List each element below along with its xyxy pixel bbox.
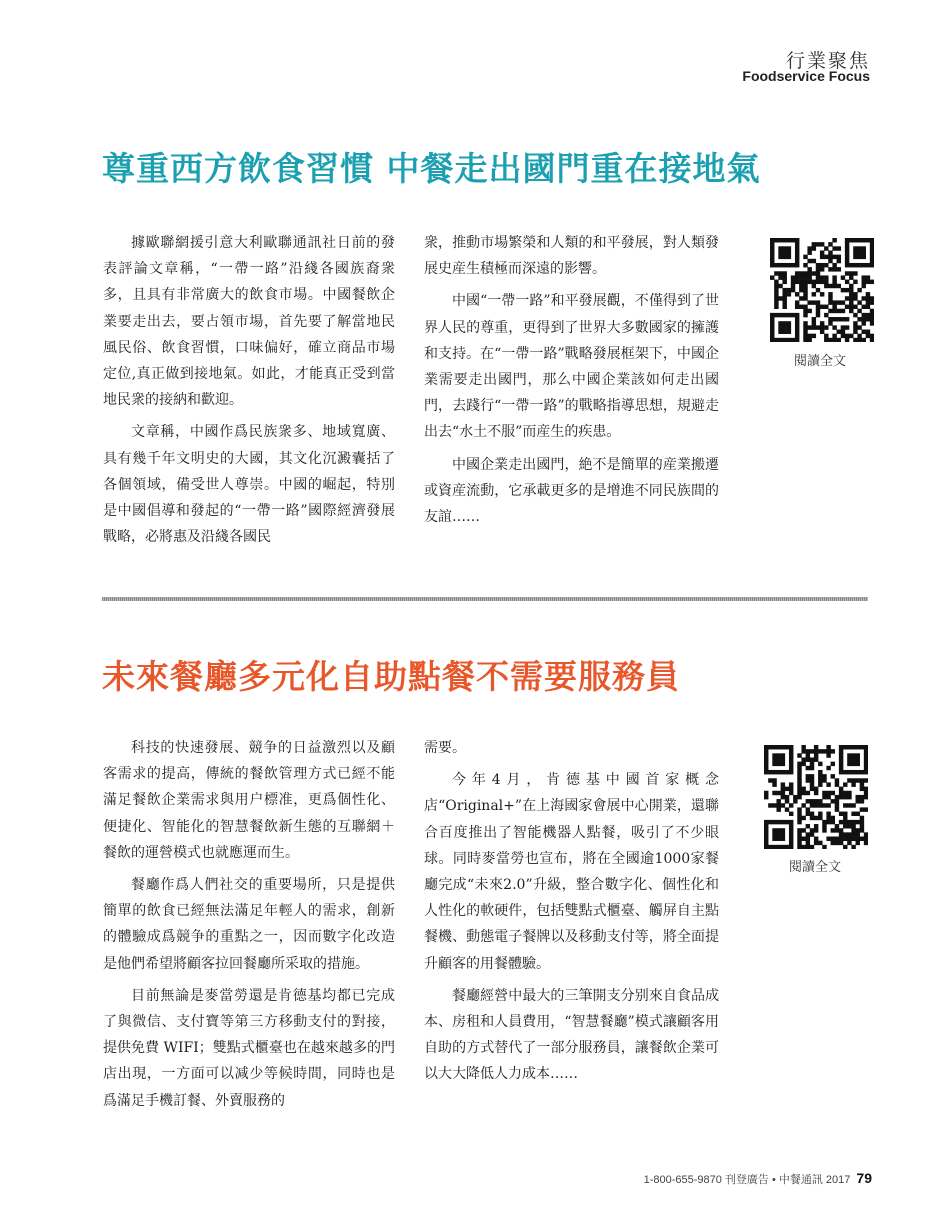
paragraph: 科技的快速發展、競争的日益激烈以及顧客需求的提高，傳統的餐飲管理方式已經不能滿足餐飲企業需求與用户標准，更爲個性化、便捷化、智能化的智慧餐飲新生態的互聯網＋餐飲的運營模式也就應運而生。 <box>103 740 395 861</box>
article-2-title: 未來餐廳多元化自助點餐不需要服務員 <box>102 657 680 696</box>
section-divider <box>102 597 868 601</box>
paragraph: 需要。 <box>424 740 466 756</box>
paragraph: 中國“一帶一路”和平發展觀，不僅得到了世界人民的尊重，更得到了世界大多數國家的擁護和支持。在“一帶一路”戰略發展框架下，中國企業需要走出國門，那么中國企業該如何走出國門，去踐行“一帶一路”的戰略指導思想，規避走出去“水土不服”而産生的疾患。 <box>424 293 719 441</box>
paragraph: 今年4月，肯德基中國首家概念店“Original+”在上海國家會展中心開業，還聯合百度推出了智能機器人點餐，吸引了不少眼球。同時麥當勞也宣布，將在全國逾1000家餐廳完成“未來2.0”升級，整合數字化、個性化和人性化的軟硬件，包括雙點式櫃臺、觸屏自主點餐機、動態電子餐牌以及移動支付等，將全面提升顧客的用餐體驗。 <box>424 772 719 972</box>
section-title-cn: 行業聚焦 <box>785 50 870 72</box>
article-2-column-1 <box>103 735 395 1114</box>
paragraph: 據歐聯網援引意大利歐聯通訊社日前的發表評論文章稱，“一帶一路”沿綫各國族裔衆多，且具有非常廣大的飲食市場。中國餐飲企業要走出去，要占領市場，首先要了解當地民風民俗、飲食習慣，口味偏好，確立商品市場定位,真正做到接地氣。如此，才能真正受到當地民衆的接納和歡迎。 <box>103 235 395 409</box>
article-1-column-2 <box>424 230 719 530</box>
page-number: 79 <box>856 1170 872 1186</box>
section-title-en: Foodservice Focus <box>742 68 870 84</box>
page-footer <box>644 1170 872 1187</box>
paragraph: 餐廳經營中最大的三筆開支分别來自食品成本、房租和人員費用，“智慧餐廳”模式讓顧客用自助的方式替代了一部分服務員，讓餐飲企業可以大大降低人力成本…… <box>424 987 719 1083</box>
footer-text: 1-800-655-9870 刊登廣告 • 中餐通訊 2017 <box>643 1174 851 1186</box>
paragraph: 衆，推動市場繁榮和人類的和平發展，對人類發展史産生積極而深遠的影響。 <box>424 235 719 278</box>
read-full-text-link-2[interactable]: 閱讀全文 <box>789 860 842 875</box>
read-full-text-link-1[interactable]: 閱讀全文 <box>794 354 847 369</box>
paragraph: 目前無論是麥當勞還是肯德基均都已完成了與微信、支付寶等第三方移動支付的對接，提供免費 WIFI；雙點式櫃臺也在越來越多的門店出現，一方面可以减少等候時間，同時也是爲滿足手機訂餐、外賣服務的 <box>103 987 395 1109</box>
paragraph: 中國企業走出國門，絶不是簡單的産業搬遷或資産流動，它承載更多的是增進不同民族間的友誼…… <box>424 456 719 526</box>
article-2-column-2 <box>424 735 719 1088</box>
qr-code-article-2[interactable] <box>764 745 868 849</box>
qr-code-article-1[interactable] <box>770 238 874 342</box>
paragraph: 餐廳作爲人們社交的重要場所，只是提供簡單的飲食已經無法滿足年輕人的需求，創新的體驗成爲競争的重點之一，因而數字化改造是他們希望將顧客拉回餐廳所采取的措施。 <box>103 877 395 972</box>
article-1-title: 尊重西方飲食習慣 中餐走出國門重在接地氣 <box>102 149 761 188</box>
paragraph: 文章稱，中國作爲民族衆多、地域寬廣、具有幾千年文明史的大國，其文化沉澱囊括了各個領域，備受世人尊崇。中國的崛起，特別是中國倡導和發起的“一帶一路”國際經濟發展戰略，必將惠及沿綫各國民 <box>103 424 395 546</box>
article-1-column-1 <box>103 230 395 550</box>
